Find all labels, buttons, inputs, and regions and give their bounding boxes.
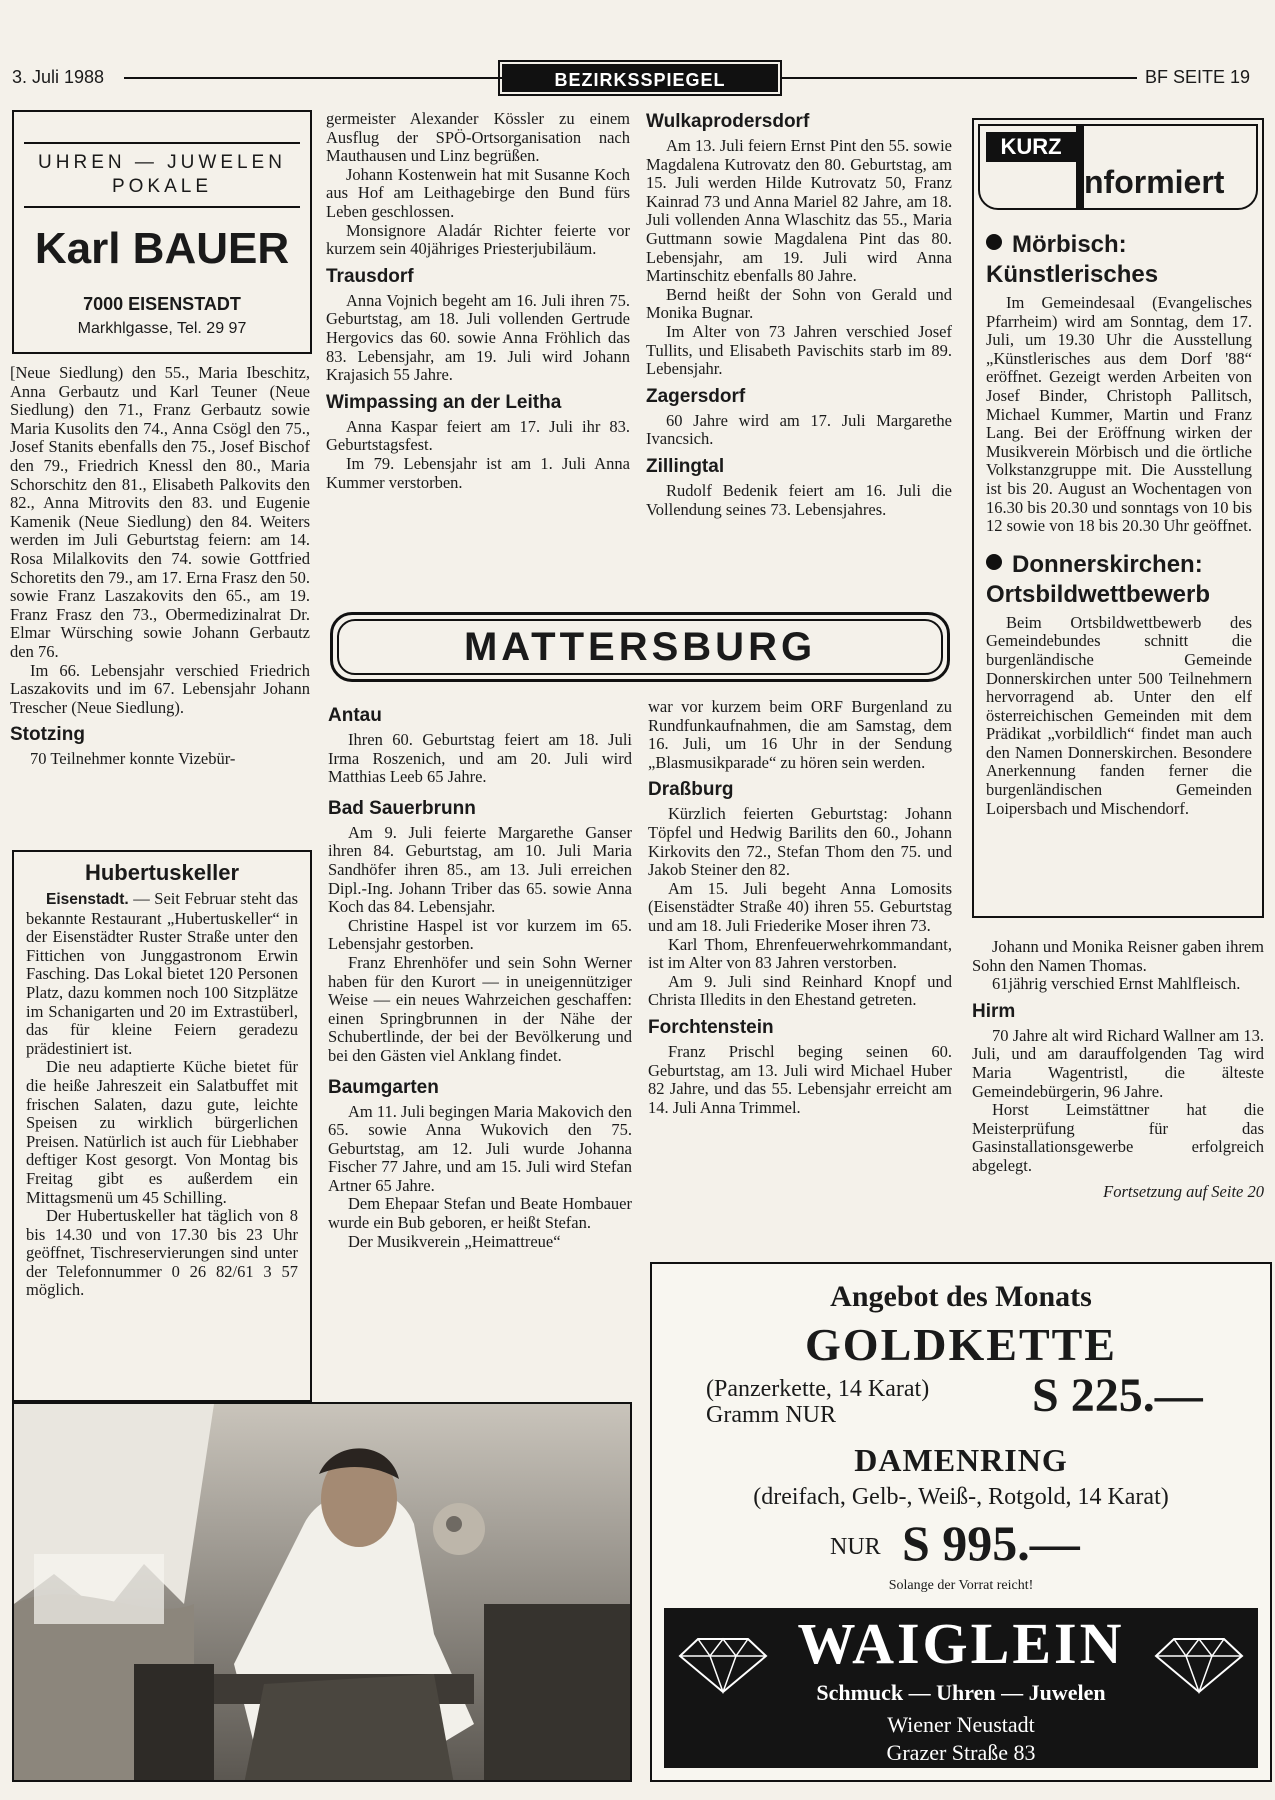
mattersburg-paragraph-10: Am 15. Juli begeht Anna Lomosits (Eisenstädter Straße 40) ihren 55. Geburtstag und am 18. Juli Friederike Moser ihren 73. <box>648 878 952 935</box>
mattersburg-paragraph-13: Franz Prischl beging seinen 60. Geburtstag, am 13. Juli wird Michael Huber 82 Jahre, und das 55. Lebensjahr erreicht am 14. Juli Anna Trimmel. <box>648 1041 952 1117</box>
ad-stock-note: Solange der Vorrat reicht! <box>888 1578 1034 1593</box>
kurz-paragraph-2: Beim Ortsbildwettbewerb des Gemeindebundes schnitt die burgenländische Gemeinde Donnerskirchen unter 500 Teilnehmern hervorragend ab. Unter den elf österreichischen Gemeinden mit dem Prädikat „vorbildlich“ findet man auch den Namen Donnerskirchen. Besondere Anerkennung fanden ferner die burgenländischen Gemeinden Loipersbach und Mischendorf. <box>986 612 1252 818</box>
photo-scene <box>14 1404 632 1782</box>
ad-bauer-name: Karl BAUER <box>34 224 290 273</box>
mattersburg-column-b <box>648 698 952 1250</box>
heading-antau: Antau <box>328 705 382 726</box>
heading-trausdorf: Trausdorf <box>326 265 414 287</box>
mattersburg-paragraph-12: Am 9. Juli sind Reinhard Knopf und Christa Illedits in den Ehestand getreten. <box>648 971 952 1010</box>
header-rule-left <box>124 77 502 79</box>
col2-paragraph-2: Johann Kostenwein hat mit Susanne Koch aus Hof am Leithagebirge den Bund fürs Leben geschlossen. <box>326 164 630 221</box>
mattersburg-paragraph-2: Am 9. Juli feierte Margarethe Ganser ihren 84. Geburtstag, am 10. Juli Maria Sandhöfer ihren 85., am 13. Juli erreichen Dipl.-Ing. Johann Triber das 65. sowie Anna Koch das 84. Lebensjahr. <box>328 822 632 917</box>
heading-zagersdorf: Zagersdorf <box>646 385 746 407</box>
col2-paragraph-4: Anna Vojnich begeht am 16. Juli ihren 75. Geburtstag, am 18. Juli vollenden Gertrude Hergovics das 60. sowie Anna Fröhlich das 83. Lebensjahr, am 19. Juli wird Johann Krajasich 55 Jahre. <box>326 290 630 385</box>
ad-bauer-rule-top <box>24 142 300 144</box>
hubertuskeller-box <box>12 850 312 1402</box>
ad-nur-label: NUR <box>830 1534 881 1560</box>
col2-paragraph-6: Im 79. Lebensjahr ist am 1. Juli Anna Kummer verstorben. <box>326 453 630 492</box>
ad-brand-name: WAIGLEIN <box>797 1611 1125 1676</box>
heading-stotzing: Stotzing <box>10 724 85 746</box>
issue-date: 3. Juli 1988 <box>12 67 105 87</box>
column-1 <box>10 364 310 830</box>
heading-wulkaprodersdorf: Wulkaprodersdorf <box>646 111 810 132</box>
informiert-label: nformiert <box>1084 164 1225 200</box>
ad-waiglein <box>650 1262 1272 1782</box>
col3-paragraph-1: Am 13. Juli feiern Ernst Pint den 55. sowie Magdalena Kutrovatz den 80. Geburtstag, am 15. Juli werden Hilde Kutrovatz 50, Franz Kainrad 73 und Anna Mariel 82 Jahre, am 18. Juli vollenden Anna Wlaschitz das 55., Maria Guttmann sowie Magdalena Pint das 80. Lebensjahr, am 19. Juli wird Anna Martinschitz ebenfalls 80 Jahre. <box>646 136 952 286</box>
mattersburg-paragraph-3: Christine Haspel ist vor kurzem im 65. Lebensjahr gestorben. <box>328 915 632 954</box>
col1-paragraph-2: Im 66. Lebensjahr verschied Friedrich Laszakovits und im 67. Lebensjahr Johann Trescher (Neue Siedlung). <box>10 660 310 717</box>
col3-paragraph-2: Bernd heißt der Sohn von Gerald und Monika Bugnar. <box>646 284 952 323</box>
ad-bauer-line1: UHREN — JUWELEN <box>38 152 286 173</box>
continuation-note: Fortsetzung auf Seite 20 <box>1103 1181 1264 1201</box>
mattersburg-paragraph-11: Karl Thom, Ehrenfeuerwehrkommandant, ist im Alter von 83 Jahren verstorben. <box>648 934 952 973</box>
col3-paragraph-4: 60 Jahre wird am 17. Juli Margarethe Ivancsich. <box>646 410 952 449</box>
waiglein-brand-panel <box>664 1608 1258 1768</box>
ad-bauer-rule-mid <box>24 206 300 208</box>
ad-brand-street: Grazer Straße 83 <box>886 1740 1036 1765</box>
ad-bauer-line2: POKALE <box>111 176 213 197</box>
mattersburg-paragraph-7: Der Musikverein „Heimattreue“ <box>348 1231 561 1251</box>
hubertus-paragraph-1: — Seit Februar steht das bekannte Restaurant „Hubertuskeller“ in der Eisenstädter Ruster Straße unter den Fittichen von Junggastronom Erwin Fasching. Das Lokal bietet 120 Personen Platz, dazu kommen noch 100 Sitzplätze im Schanigarten und 20 im Extrastüberl, das für kleine Feiern geradezu prädestiniert ist. <box>26 889 298 1058</box>
mattersburg-paragraph-8: war vor kurzem beim ORF Burgenland zu Rundfunkaufnahmen, die am Samstag, dem 16. Juli, um 16 Uhr in der Sendung „Blasmusikparade“ zu hören sein werden. <box>648 698 952 772</box>
header-rule-right <box>782 77 1137 79</box>
mattersburg-column-a <box>328 698 632 1398</box>
mattersburg-paragraph-4: Franz Ehrenhöfer und sein Sohn Werner haben für den Kurort — in uneigennütziger Weise — ein neues Wahrzeichen geschaffen: einen Springbrunnen in der Nähe der Schubertlinde, der bei der Bevölkerung und bei den Gästen viel Anklang findet. <box>328 952 632 1065</box>
heading-wimpassing: Wimpassing an der Leitha <box>326 391 562 413</box>
hubertus-dateline: Eisenstadt. <box>46 891 129 908</box>
ad-item2-price: S 995.— <box>902 1515 1080 1571</box>
col2-paragraph-3: Monsignore Aladár Richter feierte vor kurzem sein 40jähriges Priesterjubiläum. <box>326 220 630 259</box>
kurz-informiert-header <box>978 124 1258 210</box>
kurz-paragraph-1: Im Gemeindesaal (Evangelisches Pfarrheim) wird am Sonntag, dem 17. Juli, um 19.30 Uhr die Ausstellung „Künstlerisches aus dem Dorf '88“ eröffnet. Gezeigt werden Arbeiten von Josef Binder, Christoph Pallitsch, Michael Kummer, Martin und Franz Lang. Bei der Eröffnung wirken der Musikverein Mörbisch und die örtliche Volkstanzgruppe mit. Die Ausstellung ist bis 20. August an Wochentagen von 16.30 bis 20.30 und sonntags von 10 bis 12 sowie von 18 bis 20.30 Uhr geöffnet. <box>986 293 1252 536</box>
heading-drassburg: Draßburg <box>648 779 734 801</box>
ad-karl-bauer <box>12 110 312 354</box>
kurz-label: KURZ <box>986 132 1076 162</box>
hubertus-paragraph-3: Der Hubertuskeller hat täglich von 8 bis 14.30 und von 17.30 bis 23 Uhr geöffnet, Tischreservierungen sind unter der Telefonnummer 0 26 82/61 3 57 möglich. <box>26 1206 298 1300</box>
ad-bauer-address: Markhlgasse, Tel. 29 97 <box>77 320 247 337</box>
ad-item1-price: S 225.— <box>1032 1369 1203 1422</box>
ad-brand-tagline: Schmuck — Uhren — Juwelen <box>816 1680 1106 1705</box>
heading-hirm: Hirm <box>972 1000 1016 1022</box>
heading-moerbisch: Mörbisch: Künstlerisches <box>986 231 1159 288</box>
column-4-lower <box>972 938 1264 1250</box>
ad-item1-desc1: (Panzerkette, 14 Karat) <box>706 1376 930 1402</box>
ad-brand-city: Wiener Neustadt <box>887 1712 1035 1737</box>
hubertuskeller-title: Hubertuskeller <box>84 860 240 885</box>
ad-bauer-city: 7000 EISENSTADT <box>83 294 241 314</box>
col2-paragraph-5: Anna Kaspar feiert am 17. Juli ihr 83. Geburtstagsfest. <box>326 416 630 455</box>
mattersburg-paragraph-9: Kürzlich feierten Geburtstag: Johann Töpfel und Hedwig Barilits den 60., Johann Kirkovits den 72., Stefan Thom den 75. und Jakob Steiner den 82. <box>648 804 952 880</box>
column-2 <box>326 110 630 582</box>
ad-item2-name: DAMENRING <box>854 1442 1068 1478</box>
heading-zillingtal: Zillingtal <box>646 455 725 477</box>
col1-paragraph-3: 70 Teilnehmer konnte Vizebür- <box>30 749 236 769</box>
col4-paragraph-4: Horst Leimstättner hat die Meisterprüfung für das Gasinstallationsgewerbe erfolgreich abgelegt. <box>972 1100 1264 1175</box>
kurz-informiert-box <box>972 118 1264 918</box>
bullet-icon <box>986 234 1002 250</box>
mattersburg-paragraph-1: Ihren 60. Geburtstag feiert am 18. Juli Irma Roszenich, und am 20. Juli wird Matthias Leeb 65 Jahre. <box>328 730 632 787</box>
heading-donnerskirchen: Donnerskirchen: Ortsbildwettbewerb <box>986 550 1211 608</box>
heading-baumgarten: Baumgarten <box>328 1076 439 1098</box>
ad-item2-desc: (dreifach, Gelb-, Weiß-, Rotgold, 14 Karat) <box>753 1484 1169 1510</box>
col3-paragraph-3: Im Alter von 73 Jahren verschied Josef Tullits, und Elisabeth Pavischits starb im 89. Lebensjahr. <box>646 321 952 379</box>
col4-paragraph-3: 70 Jahre alt wird Richard Wallner am 13. Juli, und am darauffolgenden Tag wird Maria Wagentristl, die älteste Gemeindebürgerin, 96 Jahre. <box>972 1025 1264 1101</box>
page-number: BF SEITE 19 <box>1145 67 1251 87</box>
mattersburg-paragraph-5: Am 11. Juli begingen Maria Makovich den 65. sowie Anna Wukovich den 75. Geburtstag, am 12. Juli wurde Johanna Fischer 77 Jahre, und am 15. Juli wird Stefan Artner 65 Jahre. <box>328 1101 632 1195</box>
hubertus-paragraph-2: Die neu adaptierte Küche bietet für die heiße Jahreszeit ein Salatbuffet mit frischen Salaten, dazu gute, leichte Speisen zu wirklich bürgerlichen Preisen. Natürlich ist auch für Liebhaber deftiger Kost gesorgt. Von Montag bis Freitag gibt es außerdem ein Mittagsmenü um 45 Schilling. <box>26 1057 298 1207</box>
column-3 <box>646 110 952 582</box>
col3-paragraph-5: Rudolf Bedenik feiert am 16. Juli die Vollendung seines 73. Lebensjahres. <box>646 480 952 519</box>
mattersburg-title: MATTERSBURG <box>463 625 817 669</box>
col4-paragraph-1: Johann und Monika Reisner gaben ihrem Sohn den Namen Thomas. <box>972 938 1264 975</box>
col2-paragraph-1: germeister Alexander Kössler zu einem Ausflug der SPÖ-Ortsorganisation nach Mauthausen und Linz begrüßen. <box>326 110 630 166</box>
ad-offer-title: Angebot des Monats <box>830 1280 1092 1313</box>
ad-item1-name: GOLDKETTE <box>805 1319 1117 1370</box>
col4-paragraph-2: 61jährig verschied Ernst Mahlfleisch. <box>992 974 1241 994</box>
restaurant-photo <box>12 1402 632 1782</box>
mattersburg-paragraph-6: Dem Ehepaar Stefan und Beate Hombauer wurde ein Bub geboren, er heißt Stefan. <box>328 1194 632 1233</box>
col1-paragraph-1: [Neue Siedlung) den 55., Maria Ibeschitz, Anna Gerbautz und Karl Teuner (Neue Siedlung) den 71., Franz Gerbautz sowie Maria Kusolits den 74., Anna Csögl den 75., Josef Stanits ebenfalls den 75., Josef Bischof den 79., Friedrich Knessl den 80., Maria Schorschitz den 81., Elisabeth Palkovits den 82., Anna Mitrovits den 83. und Eugenie Kamenik (Neue Siedlung) den 84. Weiters werden im Juli Geburtstag feiern: am 14. Rosa Milalkovits den 74. sowie Gottfried Schoretits den 79., am 17. Erna Frasz den 50. sowie Franz Laszakovits den 65., am 19. Franz Frasz den 73., Obermedizinalrat Dr. Elmar Würsching sowie Johann Gerbautz den 76. <box>10 364 310 661</box>
section-title: BEZIRKSSPIEGEL <box>502 64 778 92</box>
heading-bad-sauerbrunn: Bad Sauerbrunn <box>328 797 476 819</box>
heading-forchtenstein: Forchtenstein <box>648 1016 774 1038</box>
mattersburg-banner <box>330 612 950 682</box>
ad-item1-desc2: Gramm NUR <box>706 1402 836 1428</box>
kurz-i-stem <box>1076 126 1084 210</box>
bullet-icon <box>986 554 1002 570</box>
